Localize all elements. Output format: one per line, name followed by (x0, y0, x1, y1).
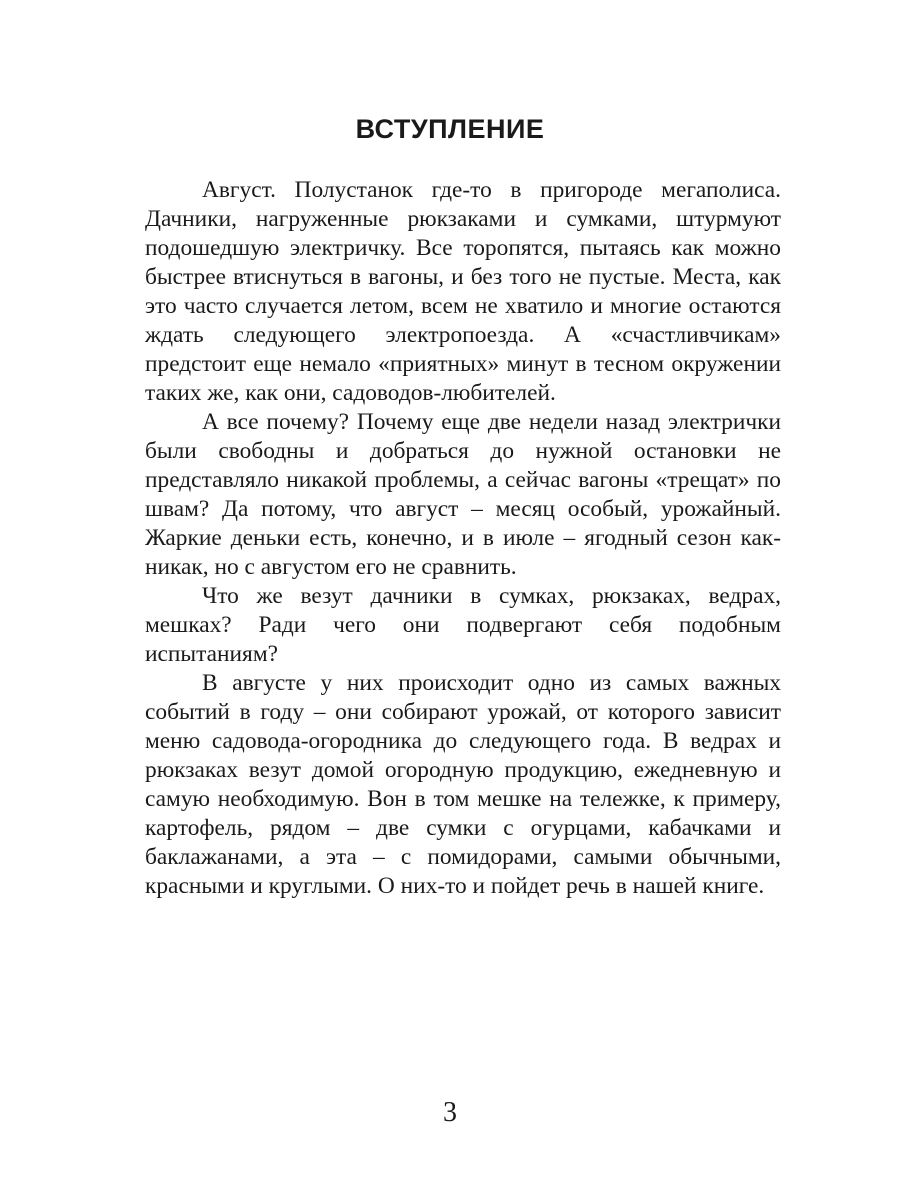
paragraph-2: А все почему? Почему еще две недели назад электрички были свободны и добраться до нужной остановки не представляло никакой проблемы, а сейчас вагоны «трещат» по швам? Да потому, что август – месяц особый, урожайный. Жаркие деньки есть, конечно, и в июле – ягодный сезон как-никак, но с августом его не сравнить. (145, 409, 781, 580)
chapter-body (145, 176, 781, 901)
chapter-title: ВСТУПЛЕНИЕ (355, 114, 545, 144)
paragraph-4: В августе у них происходит одно из самых важных событий в году – они собирают урожай, от которого зависит меню садовода-огородника до следующего года. В ведрах и рюкзаках везут домой огородную продукцию, ежедневную и самую необходимую. Вон в том мешке на тележке, к примеру, картофель, рядом – две сумки с огурцами, кабачками и баклажанами, а эта – с помидорами, самыми обычными, красными и круглыми. О них-то и пойдет речь в нашей книге. (145, 670, 781, 899)
paragraph-1: Август. Полустанок где-то в пригороде мегаполиса. Дачники, нагруженные рюкзаками и сумками, штурмуют подошедшую электричку. Все торопятся, пытаясь как можно быстрее втиснуться в вагоны, и без того не пустые. Места, как это часто случается летом, всем не хватило и многие остаются ждать следующего электропоезда. А «счастливчикам» предстоит еще немало «приятных» минут в тесном окружении таких же, как они, садоводов-любителей. (145, 177, 781, 406)
paragraph-3: Что же везут дачники в сумках, рюкзаках, ведрах, мешках? Ради чего они подвергают себя подобным испытаниям? (145, 583, 781, 667)
page-number: 3 (443, 1097, 457, 1128)
